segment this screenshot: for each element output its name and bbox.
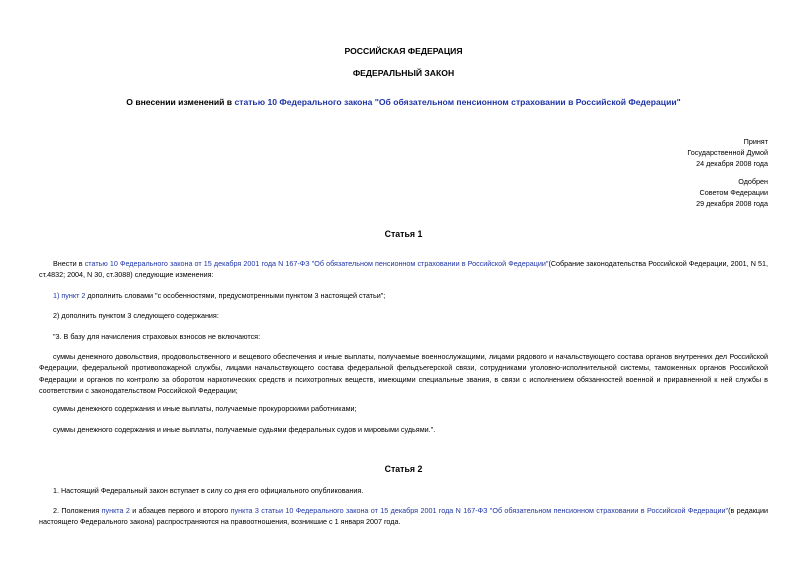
- quote-paragraph-2: суммы денежного содержания и иные выплаты, получаемые прокурорскими работниками;: [53, 404, 357, 413]
- p2-prefix: 2. Положения: [53, 506, 102, 515]
- adopted-date: 24 декабря 2008 года: [696, 159, 768, 168]
- article1-item2: 2) дополнить пунктом 3 следующего содержания:: [53, 311, 219, 320]
- article1-item1: [39, 290, 768, 301]
- article1-heading: Статья 1: [384, 229, 423, 239]
- quote-paragraph-1: суммы денежного довольствия, продовольственного и вещевого обеспечения и иные выплаты, получаемые военнослужащими, лицами рядового и начальствующего состава органов внутренних дел Российской Федерации, федеральной противопожарной службы, лицами начальствующего состава федеральной фельдъегерской связи, сотрудниками уголовно-исполнительной системы, таможенных органов Российской Федерации и органов по контролю за оборотом наркотических средств и психотропных веществ, имеющими специальные звания, в связи с исполнением обязанностей военной и приравненной к ней службы в соответствии с законодательством Российской Федерации;: [39, 352, 768, 395]
- p2-suffix: (в редакции настоящего Федерального закона) распространяются на правоотношения, возникшие с 1 января 2007 года.: [39, 506, 768, 527]
- law-title: [0, 97, 807, 107]
- p2-link-law[interactable]: пункта 3 статьи 10 Федерального закона от 15 декабря 2001 года N 167-ФЗ "Об обязательном пенсионном страховании в Российской Федерации": [230, 506, 729, 515]
- approved-by: Советом Федерации: [699, 188, 768, 197]
- approval-block: [696, 176, 768, 209]
- adopted-label: Принят: [743, 137, 768, 146]
- adoption-block: [687, 136, 768, 169]
- article2-paragraph-1: 1. Настоящий Федеральный закон вступает в силу со дня его официального опубликования.: [53, 486, 364, 495]
- approved-date: 29 декабря 2008 года: [696, 199, 768, 208]
- law-type-heading: ФЕДЕРАЛЬНЫЙ ЗАКОН: [352, 68, 455, 78]
- intro-law-link[interactable]: статью 10 Федерального закона от 15 декабря 2001 года N 167-ФЗ "Об обязательном пенсионном страховании в Российской Федерации": [84, 259, 549, 268]
- law-title-prefix: О внесении изменений в: [126, 97, 235, 107]
- intro-suffix: (Собрание законодательства Российской Федерации, 2001, N 51, ст.4832; 2004, N 30, ст.3088) следующие изменения:: [39, 259, 768, 280]
- quote-intro: "3. В базу для начисления страховых взносов не включаются:: [53, 332, 261, 341]
- law-title-link[interactable]: статью 10 Федерального закона "Об обязательном пенсионном страховании в Российской Федерации": [234, 97, 681, 107]
- p2-link-punkt2[interactable]: пункта 2: [101, 506, 130, 515]
- adopted-by: Государственной Думой: [687, 148, 768, 157]
- quote-paragraph-3: суммы денежного содержания и иные выплаты, получаемые судьями федеральных судов и мировыми судьями.".: [53, 425, 436, 434]
- article2-heading: Статья 2: [384, 464, 423, 474]
- country-heading: РОССИЙСКАЯ ФЕДЕРАЦИЯ: [344, 46, 463, 56]
- item1-text: дополнить словами "с особенностями, предусмотренными пунктом 3 настоящей статьи";: [85, 291, 386, 300]
- article1-intro: [39, 258, 768, 281]
- article2-paragraph-2: [39, 505, 768, 528]
- p2-mid: и абзацев первого и второго: [129, 506, 231, 515]
- approved-label: Одобрен: [738, 177, 768, 186]
- intro-prefix: Внести в: [53, 259, 85, 268]
- item1-link[interactable]: 1) пункт 2: [53, 291, 86, 300]
